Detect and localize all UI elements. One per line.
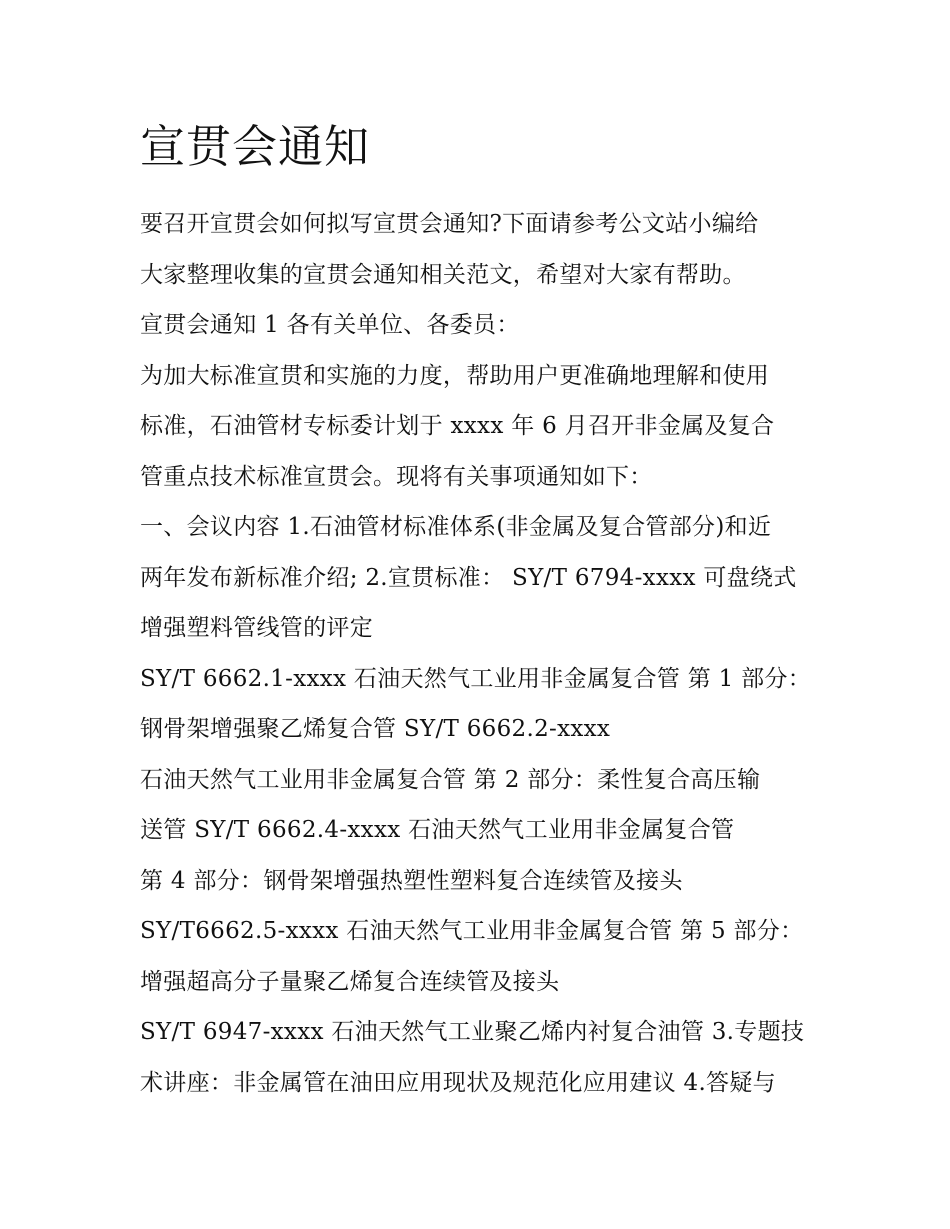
body-line: 第 4 部分：钢骨架增强热塑性塑料复合连续管及接头 — [140, 867, 683, 894]
body-line: 宣贯会通知 1 各有关单位、各委员： — [140, 312, 520, 338]
body-line: 术讲座：非金属管在油田应用现状及规范化应用建议 4.答疑与 — [140, 1069, 776, 1096]
body-line: 管重点技术标准宣贯会。现将有关事项通知如下： — [140, 463, 653, 490]
body-line: 增强塑料管线管的评定 — [140, 615, 373, 641]
body-line: 增强超高分子量聚乙烯复合连续管及接头 — [140, 968, 560, 995]
body-line: 一、会议内容 1.石油管材标准体系(非金属及复合管部分)和近 — [140, 514, 772, 540]
document-body — [140, 199, 830, 1108]
body-line: 大家整理收集的宣贯会通知相关范文，希望对大家有帮助。 — [140, 261, 746, 288]
document-content — [140, 116, 830, 1108]
body-line: SY/T6662.5-xxxx 石油天然气工业用非金属复合管 第 5 部分： — [140, 918, 804, 944]
body-line: 石油天然气工业用非金属复合管 第 2 部分：柔性复合高压输 — [140, 766, 761, 793]
body-line: SY/T 6662.1-xxxx 石油天然气工业用非金属复合管 第 1 部分： — [140, 665, 812, 692]
body-line: SY/T 6947-xxxx 石油天然气工业聚乙烯内衬复合油管 3.专题技 — [140, 1019, 805, 1045]
body-line: 标准，石油管材专标委计划于 xxxx 年 6 月召开非金属及复合 — [140, 413, 775, 439]
body-line: 送管 SY/T 6662.4-xxxx 石油天然气工业用非金属复合管 — [140, 817, 735, 843]
document-title: 宣贯会通知 — [140, 120, 371, 173]
body-line: 要召开宣贯会如何拟写宣贯会通知?下面请参考公文站小编给 — [140, 211, 759, 237]
body-line: 为加大标准宣贯和实施的力度，帮助用户更准确地理解和使用 — [140, 362, 770, 389]
body-line: 钢骨架增强聚乙烯复合管 SY/T 6662.2-xxxx — [140, 716, 611, 742]
body-line: 两年发布新标准介绍; 2.宣贯标准： SY/T 6794-xxxx 可盘绕式 — [140, 564, 797, 591]
